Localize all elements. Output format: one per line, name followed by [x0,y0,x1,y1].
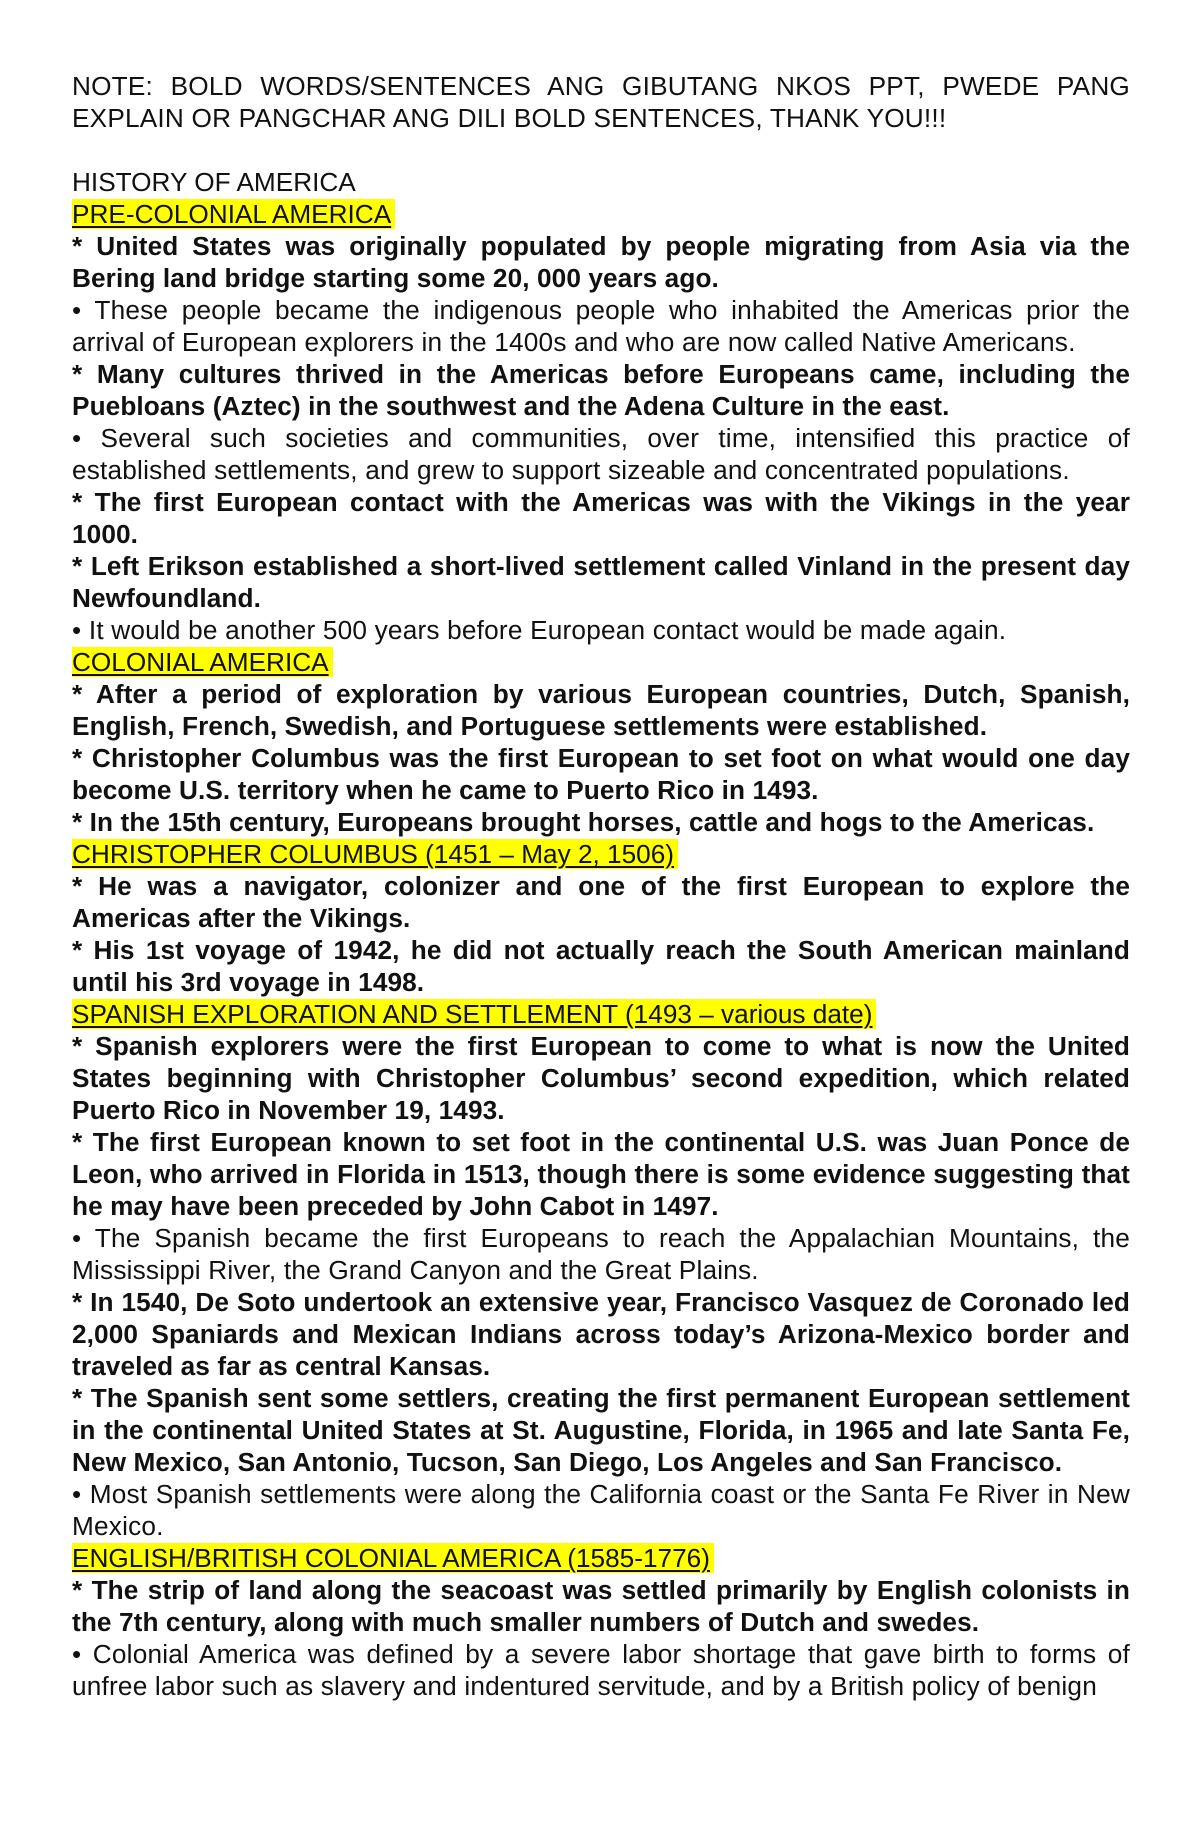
section-heading-highlight: COLONIAL AMERICA [72,647,333,677]
bold-point: * Many cultures thrived in the Americas before Europeans came, including the Puebloans (Aztec) in the southwest and the Adena Culture in the east. [72,359,1130,421]
bold-point: * The Spanish sent some settlers, creating the first permanent European settlement in the continental United States at St. Augustine, Florida, in 1965 and late Santa Fe, New Mexico, San Antonio, Tucson, San Diego, Los Angeles and San Francisco. [72,1383,1130,1477]
bullet-point: • The Spanish became the first Europeans to reach the Appalachian Mountains, the Mississippi River, the Grand Canyon and the Great Plains. [72,1223,1130,1285]
section-heading [72,998,1130,1030]
section-heading-highlight: CHRISTOPHER COLUMBUS (1451 – May 2, 1506) [72,839,678,869]
bullet-point: • Colonial America was defined by a severe labor shortage that gave birth to forms of unfree labor such as slavery and indentured servitude, and by a British policy of benign [72,1639,1130,1701]
section-heading [72,646,1130,678]
bullet-point: • Most Spanish settlements were along the California coast or the Santa Fe River in New Mexico. [72,1479,1130,1541]
bullet-point: • These people became the indigenous people who inhabited the Americas prior the arrival of European explorers in the 1400s and who are now called Native Americans. [72,295,1130,357]
bold-point: * In 1540, De Soto undertook an extensive year, Francisco Vasquez de Coronado led 2,000 Spaniards and Mexican Indians across today’s Arizona-Mexico border and traveled as far as central Kansas. [72,1287,1130,1381]
section-heading-highlight: PRE-COLONIAL AMERICA [72,199,395,229]
note-text: NOTE: BOLD WORDS/SENTENCES ANG GIBUTANG NKOS PPT, PWEDE PANG EXPLAIN OR PANGCHAR ANG DILI BOLD SENTENCES, THANK YOU!!! [72,71,1130,133]
document-page [72,70,1130,1702]
bold-point: * The first European contact with the Americas was with the Vikings in the year 1000. [72,487,1130,549]
bullet-point: • Several such societies and communities, over time, intensified this practice of established settlements, and grew to support sizeable and concentrated populations. [72,423,1130,485]
bullet-point: • It would be another 500 years before European contact would be made again. [72,615,1007,645]
bold-point: * United States was originally populated by people migrating from Asia via the Bering land bridge starting some 20, 000 years ago. [72,231,1130,293]
bold-point: * Left Erikson established a short-lived settlement called Vinland in the present day Newfoundland. [72,551,1130,613]
section-heading [72,1542,1130,1574]
sections-container [72,198,1130,1702]
section-heading-highlight: SPANISH EXPLORATION AND SETTLEMENT (1493 – various date) [72,999,876,1029]
bold-point: * In the 15th century, Europeans brought horses, cattle and hogs to the Americas. [72,807,1095,837]
section-heading [72,198,1130,230]
document-title: HISTORY OF AMERICA [72,167,356,197]
bold-point: * His 1st voyage of 1942, he did not actually reach the South American mainland until his 3rd voyage in 1498. [72,935,1130,997]
section-heading [72,838,1130,870]
bold-point: * Christopher Columbus was the first European to set foot on what would one day become U.S. territory when he came to Puerto Rico in 1493. [72,743,1130,805]
bold-point: * The first European known to set foot in the continental U.S. was Juan Ponce de Leon, who arrived in Florida in 1513, though there is some evidence suggesting that he may have been preceded by John Cabot in 1497. [72,1127,1130,1221]
bold-point: * Spanish explorers were the first European to come to what is now the United States beginning with Christopher Columbus’ second expedition, which related Puerto Rico in November 19, 1493. [72,1031,1130,1125]
bold-point: * After a period of exploration by various European countries, Dutch, Spanish, English, French, Swedish, and Portuguese settlements were established. [72,679,1130,741]
section-heading-highlight: ENGLISH/BRITISH COLONIAL AMERICA (1585-1776) [72,1543,714,1573]
bold-point: * He was a navigator, colonizer and one of the first European to explore the Americas after the Vikings. [72,871,1130,933]
bold-point: * The strip of land along the seacoast was settled primarily by English colonists in the 7th century, along with much smaller numbers of Dutch and swedes. [72,1575,1130,1637]
